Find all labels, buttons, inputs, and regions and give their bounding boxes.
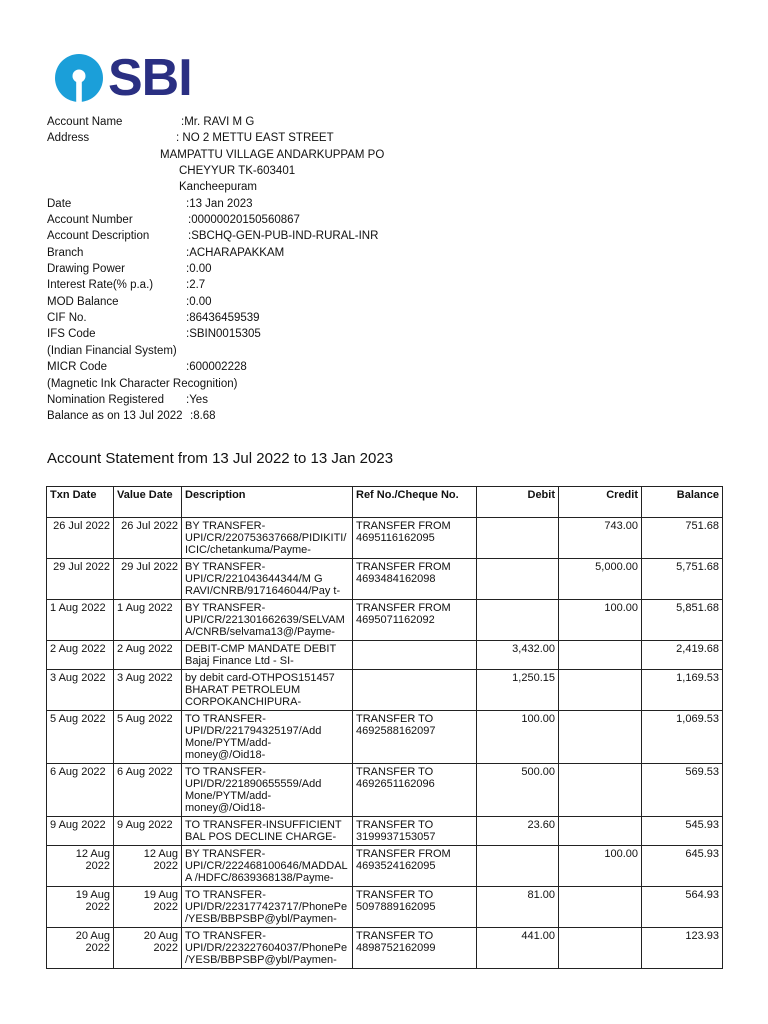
col-value-date: Value Date xyxy=(114,487,182,518)
description-cell: TO TRANSFER-UPI/DR/223227604037/PhonePe/YESB/BBPSBP@ybl/Paymen- xyxy=(182,928,353,969)
account-detail-value: : NO 2 METTU EAST STREET xyxy=(176,132,334,145)
debit-cell: 3,432.00 xyxy=(477,641,559,670)
txn-date-cell: 20 Aug 2022 xyxy=(47,928,114,969)
account-detail-value: MAMPATTU VILLAGE ANDARKUPPAM PO xyxy=(160,148,385,161)
debit-cell xyxy=(477,518,559,559)
description-cell: DEBIT-CMP MANDATE DEBIT Bajaj Finance Ltd - SI- xyxy=(182,641,353,670)
credit-cell xyxy=(559,928,642,969)
account-detail-label: Branch xyxy=(47,246,84,259)
balance-cell: 569.53 xyxy=(642,764,723,817)
value-date-cell: 3 Aug 2022 xyxy=(114,670,182,711)
txn-date-cell: 12 Aug 2022 xyxy=(47,846,114,887)
account-detail-label: IFS Code xyxy=(47,328,96,341)
account-detail-label: Address xyxy=(47,132,90,145)
table-header-row xyxy=(47,487,723,518)
description-cell: TO TRANSFER-UPI/DR/221890655559/Add Mone/PYTM/add-money@/Oid18- xyxy=(182,764,353,817)
balance-cell: 645.93 xyxy=(642,846,723,887)
value-date-cell: 26 Jul 2022 xyxy=(114,518,182,559)
ref-no-cell: TRANSFER FROM 4693484162098 xyxy=(353,559,477,600)
account-detail-value: :SBIN0015305 xyxy=(186,328,261,341)
col-description: Description xyxy=(182,487,353,518)
table-row xyxy=(47,518,723,559)
table-row xyxy=(47,846,723,887)
credit-cell: 100.00 xyxy=(559,600,642,641)
txn-date-cell: 6 Aug 2022 xyxy=(47,764,114,817)
value-date-cell: 9 Aug 2022 xyxy=(114,817,182,846)
ref-no-cell: TRANSFER TO 3199937153057 xyxy=(353,817,477,846)
account-detail-value: :0.00 xyxy=(186,263,212,276)
ref-no-cell: TRANSFER TO 5097889162095 xyxy=(353,887,477,928)
debit-cell: 81.00 xyxy=(477,887,559,928)
account-detail-label: Account Number xyxy=(47,214,133,227)
credit-cell: 5,000.00 xyxy=(559,559,642,600)
account-detail-label: Account Name xyxy=(47,116,123,128)
description-cell: BY TRANSFER-UPI/CR/221043644344/M G RAVI/CNRB/9171646044/Pay t- xyxy=(182,559,353,600)
balance-cell: 123.93 xyxy=(642,928,723,969)
account-detail-label: MICR Code xyxy=(47,361,108,374)
balance-cell: 1,169.53 xyxy=(642,670,723,711)
account-detail-value: :13 Jan 2023 xyxy=(186,197,253,210)
table-row xyxy=(47,711,723,764)
sbi-logo xyxy=(54,49,192,107)
account-detail-value: :ACHARAPAKKAM xyxy=(186,246,285,259)
balance-cell: 751.68 xyxy=(642,518,723,559)
debit-cell: 1,250.15 xyxy=(477,670,559,711)
description-cell: BY TRANSFER-UPI/CR/222468100646/MADDALA /HDFC/8639368138/Payme- xyxy=(182,846,353,887)
ref-no-cell: TRANSFER FROM 4695116162095 xyxy=(353,518,477,559)
ref-no-cell: TRANSFER TO 4692588162097 xyxy=(353,711,477,764)
balance-cell: 2,419.68 xyxy=(642,641,723,670)
account-detail-label: Interest Rate(% p.a.) xyxy=(47,279,154,292)
table-row xyxy=(47,641,723,670)
ref-no-cell: TRANSFER FROM 4695071162092 xyxy=(353,600,477,641)
transactions-body xyxy=(47,518,723,969)
account-detail-value: :Yes xyxy=(186,393,208,406)
account-detail-value: :Mr. RAVI M G xyxy=(181,116,255,128)
debit-cell xyxy=(477,559,559,600)
debit-cell: 500.00 xyxy=(477,764,559,817)
balance-cell: 545.93 xyxy=(642,817,723,846)
txn-date-cell: 5 Aug 2022 xyxy=(47,711,114,764)
description-cell: TO TRANSFER-UPI/DR/223177423717/PhonePe/YESB/BBPSBP@ybl/Paymen- xyxy=(182,887,353,928)
account-detail-label: MOD Balance xyxy=(47,295,119,308)
description-cell: by debit card-OTHPOS151457 BHARAT PETROLEUM CORPOKANCHIPURA- xyxy=(182,670,353,711)
value-date-cell: 2 Aug 2022 xyxy=(114,641,182,670)
sbi-logo-mark-icon xyxy=(54,53,104,103)
description-cell: TO TRANSFER-UPI/DR/221794325197/Add Mone/PYTM/add-money@/Oid18- xyxy=(182,711,353,764)
account-detail-label: (Indian Financial System) xyxy=(47,344,177,357)
ref-no-cell xyxy=(353,641,477,670)
col-credit: Credit xyxy=(559,487,642,518)
col-ref-no: Ref No./Cheque No. xyxy=(353,487,477,518)
value-date-cell: 5 Aug 2022 xyxy=(114,711,182,764)
account-detail-label: Nomination Registered xyxy=(47,393,164,406)
ref-no-cell: TRANSFER TO 4692651162096 xyxy=(353,764,477,817)
account-detail-label: CIF No. xyxy=(47,312,87,325)
account-detail-value: :600002228 xyxy=(186,361,247,374)
value-date-cell: 12 Aug 2022 xyxy=(114,846,182,887)
table-row xyxy=(47,559,723,600)
credit-cell xyxy=(559,887,642,928)
statement-heading: Account Statement from 13 Jul 2022 to 13 Jan 2023 xyxy=(47,450,394,467)
table-row xyxy=(47,817,723,846)
description-cell: BY TRANSFER-UPI/CR/221301662639/SELVAM A/CNRB/selvama13@/Payme- xyxy=(182,600,353,641)
account-detail-value: CHEYYUR TK-603401 xyxy=(179,165,296,178)
debit-cell: 23.60 xyxy=(477,817,559,846)
txn-date-cell: 29 Jul 2022 xyxy=(47,559,114,600)
account-detail-value: :86436459539 xyxy=(186,312,260,325)
balance-cell: 1,069.53 xyxy=(642,711,723,764)
ref-no-cell: TRANSFER FROM 4693524162095 xyxy=(353,846,477,887)
credit-cell xyxy=(559,670,642,711)
table-row xyxy=(47,600,723,641)
txn-date-cell: 26 Jul 2022 xyxy=(47,518,114,559)
txn-date-cell: 2 Aug 2022 xyxy=(47,641,114,670)
transactions-table xyxy=(46,486,723,969)
credit-cell xyxy=(559,817,642,846)
debit-cell xyxy=(477,600,559,641)
account-detail-label: (Magnetic Ink Character Recognition) xyxy=(47,377,238,390)
debit-cell xyxy=(477,846,559,887)
debit-cell: 100.00 xyxy=(477,711,559,764)
account-detail-label: Balance as on 13 Jul 2022 xyxy=(47,410,183,423)
table-row xyxy=(47,670,723,711)
ref-no-cell: TRANSFER TO 4898752162099 xyxy=(353,928,477,969)
txn-date-cell: 19 Aug 2022 xyxy=(47,887,114,928)
account-detail-value: :SBCHQ-GEN-PUB-IND-RURAL-INR xyxy=(188,230,379,243)
value-date-cell: 19 Aug 2022 xyxy=(114,887,182,928)
balance-cell: 5,851.68 xyxy=(642,600,723,641)
description-cell: BY TRANSFER-UPI/CR/220753637668/PIDIKITI/ICIC/chetankuma/Payme- xyxy=(182,518,353,559)
txn-date-cell: 9 Aug 2022 xyxy=(47,817,114,846)
brand-name: SBI xyxy=(108,49,192,107)
col-balance: Balance xyxy=(642,487,723,518)
ref-no-cell xyxy=(353,670,477,711)
account-detail-label: Date xyxy=(47,197,72,210)
balance-cell: 564.93 xyxy=(642,887,723,928)
description-cell: TO TRANSFER-INSUFFICIENT BAL POS DECLINE CHARGE- xyxy=(182,817,353,846)
txn-date-cell: 3 Aug 2022 xyxy=(47,670,114,711)
value-date-cell: 20 Aug 2022 xyxy=(114,928,182,969)
debit-cell: 441.00 xyxy=(477,928,559,969)
credit-cell xyxy=(559,764,642,817)
account-detail-value: :2.7 xyxy=(186,279,206,292)
account-detail-value: :00000020150560867 xyxy=(188,214,300,227)
value-date-cell: 6 Aug 2022 xyxy=(114,764,182,817)
col-debit: Debit xyxy=(477,487,559,518)
value-date-cell: 1 Aug 2022 xyxy=(114,600,182,641)
credit-cell: 743.00 xyxy=(559,518,642,559)
credit-cell: 100.00 xyxy=(559,846,642,887)
credit-cell xyxy=(559,641,642,670)
account-detail-label: Drawing Power xyxy=(47,263,125,276)
value-date-cell: 29 Jul 2022 xyxy=(114,559,182,600)
account-detail-value: Kancheepuram xyxy=(179,181,257,194)
col-txn-date: Txn Date xyxy=(47,487,114,518)
txn-date-cell: 1 Aug 2022 xyxy=(47,600,114,641)
account-detail-value: :0.00 xyxy=(186,295,212,308)
account-detail-value: :8.68 xyxy=(190,410,216,423)
credit-cell xyxy=(559,711,642,764)
table-row xyxy=(47,764,723,817)
balance-cell: 5,751.68 xyxy=(642,559,723,600)
table-row xyxy=(47,887,723,928)
table-row xyxy=(47,928,723,969)
account-detail-label: Account Description xyxy=(47,230,150,243)
